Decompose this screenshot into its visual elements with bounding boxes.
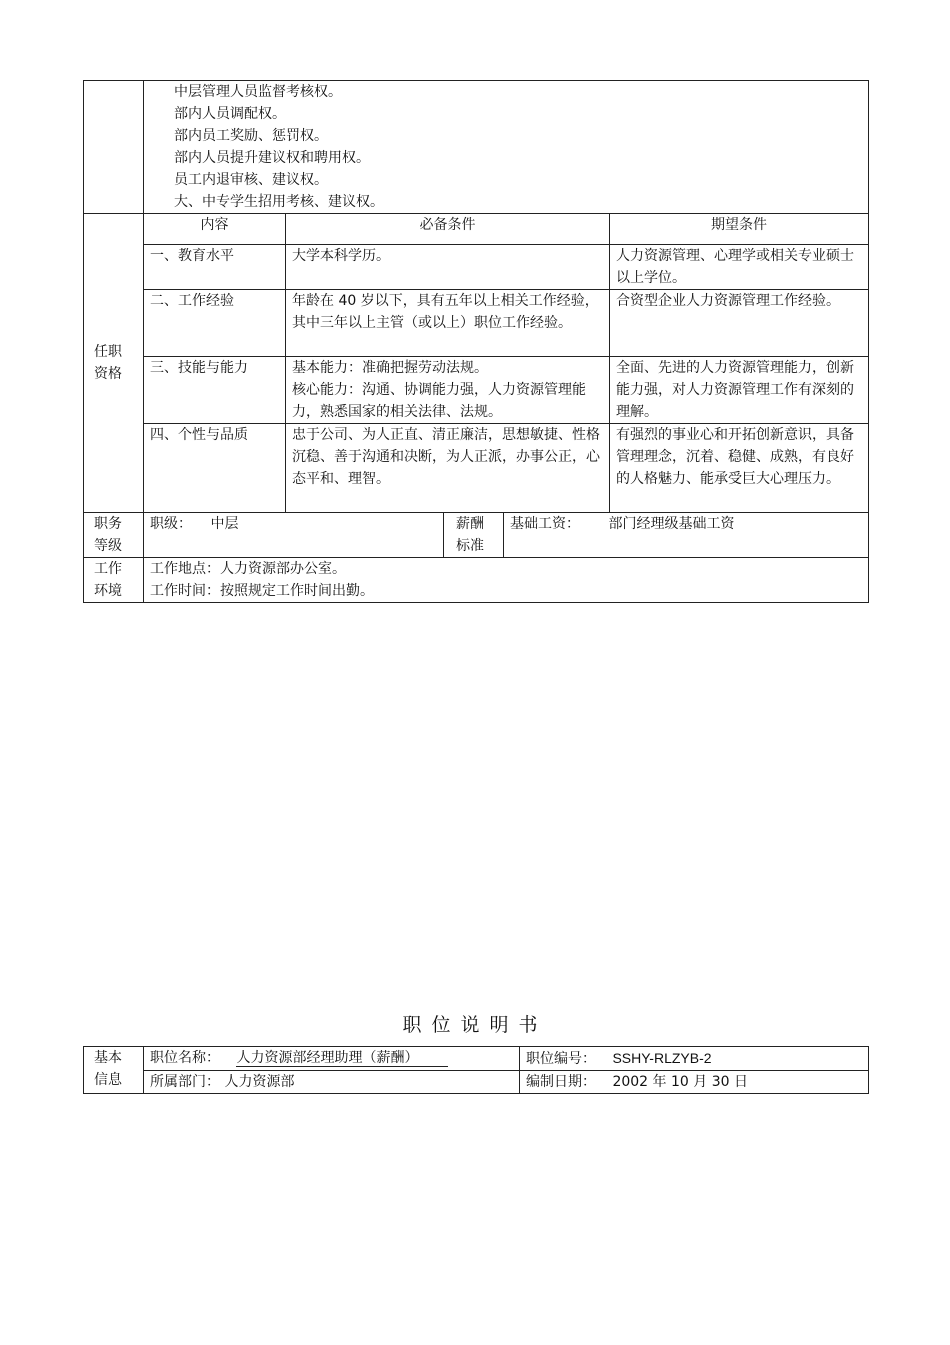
position-code-label: 职位编号：: [526, 1051, 596, 1067]
authority-item: 大、中专学生招用考核、建议权。: [174, 194, 384, 210]
position-code: SSHY-RLZYB-2: [612, 1050, 712, 1066]
qual-expected: 合资型企业人力资源管理工作经验。: [610, 290, 869, 357]
header-expected: 期望条件: [610, 214, 869, 245]
qual-item: 四、个性与品质: [144, 424, 286, 513]
environment-label: 工作环境: [84, 558, 144, 603]
authority-item: 员工内退审核、建议权。: [174, 172, 328, 188]
qual-item: 二、工作经验: [144, 290, 286, 357]
date-cell: [520, 1071, 869, 1094]
authority-list: [144, 81, 869, 214]
grade-level-label: 职级：: [150, 516, 192, 532]
work-hours: 工作时间：按照规定工作时间出勤。: [150, 583, 374, 599]
authority-label-cell: [84, 81, 144, 214]
basic-info-label: 基本信息: [84, 1047, 144, 1094]
qualifications-label: 任职资格: [84, 214, 144, 513]
salary-label: 薪酬标准: [444, 513, 504, 558]
qual-required: 大学本科学历。: [286, 245, 610, 290]
department: 人力资源部: [224, 1074, 295, 1090]
department-cell: [144, 1071, 520, 1094]
date-label: 编制日期：: [526, 1074, 596, 1090]
authority-item: 中层管理人员监督考核权。: [174, 84, 342, 100]
grade-label: 职务等级: [84, 513, 144, 558]
header-content: 内容: [144, 214, 286, 245]
salary-cell: [504, 513, 869, 558]
job-description-table: [83, 80, 869, 603]
authority-item: 部内人员提升建议权和聘用权。: [174, 150, 370, 166]
basic-info-table: [83, 1046, 869, 1094]
position-name: 人力资源部经理助理（薪酬）: [236, 1050, 448, 1067]
compile-date: 2002 年 10 月 30 日: [612, 1074, 748, 1090]
qual-required: 年龄在 40 岁以下，具有五年以上相关工作经验，其中三年以上主管（或以上）职位工作经验。: [286, 290, 610, 357]
department-label: 所属部门：: [150, 1074, 220, 1090]
grade-level-cell: [144, 513, 444, 558]
qual-required: 忠于公司、为人正直、清正廉洁，思想敏捷、性格沉稳、善于沟通和决断，为人正派，办事公正，心态平和、理智。: [286, 424, 610, 513]
qual-item: 一、教育水平: [144, 245, 286, 290]
authority-item: 部内员工奖励、惩罚权。: [174, 128, 328, 144]
position-code-cell: [520, 1047, 869, 1071]
base-salary-value: 部门经理级基础工资: [608, 516, 735, 532]
header-required: 必备条件: [286, 214, 610, 245]
qual-expected: 全面、先进的人力资源管理能力，创新能力强，对人力资源管理工作有深刻的理解。: [610, 357, 869, 424]
position-name-label: 职位名称：: [150, 1050, 220, 1066]
qual-expected: 人力资源管理、心理学或相关专业硕士以上学位。: [610, 245, 869, 290]
position-name-cell: [144, 1047, 520, 1071]
qual-item: 三、技能与能力: [144, 357, 286, 424]
base-salary-label: 基础工资：: [510, 516, 580, 532]
authority-item: 部内人员调配权。: [174, 106, 286, 122]
environment-cell: [144, 558, 869, 603]
grade-level-value: 中层: [210, 516, 239, 532]
qual-required: 基本能力：准确把握劳动法规。 核心能力：沟通、协调能力强，人力资源管理能力，熟悉国家的相关法律、法规。: [286, 357, 610, 424]
work-location: 工作地点：人力资源部办公室。: [150, 561, 346, 577]
document-title: 职位说明书: [402, 1014, 548, 1036]
qual-expected: 有强烈的事业心和开拓创新意识，具备管理理念，沉着、稳健、成熟，有良好的人格魅力、能承受巨大心理压力。: [610, 424, 869, 513]
